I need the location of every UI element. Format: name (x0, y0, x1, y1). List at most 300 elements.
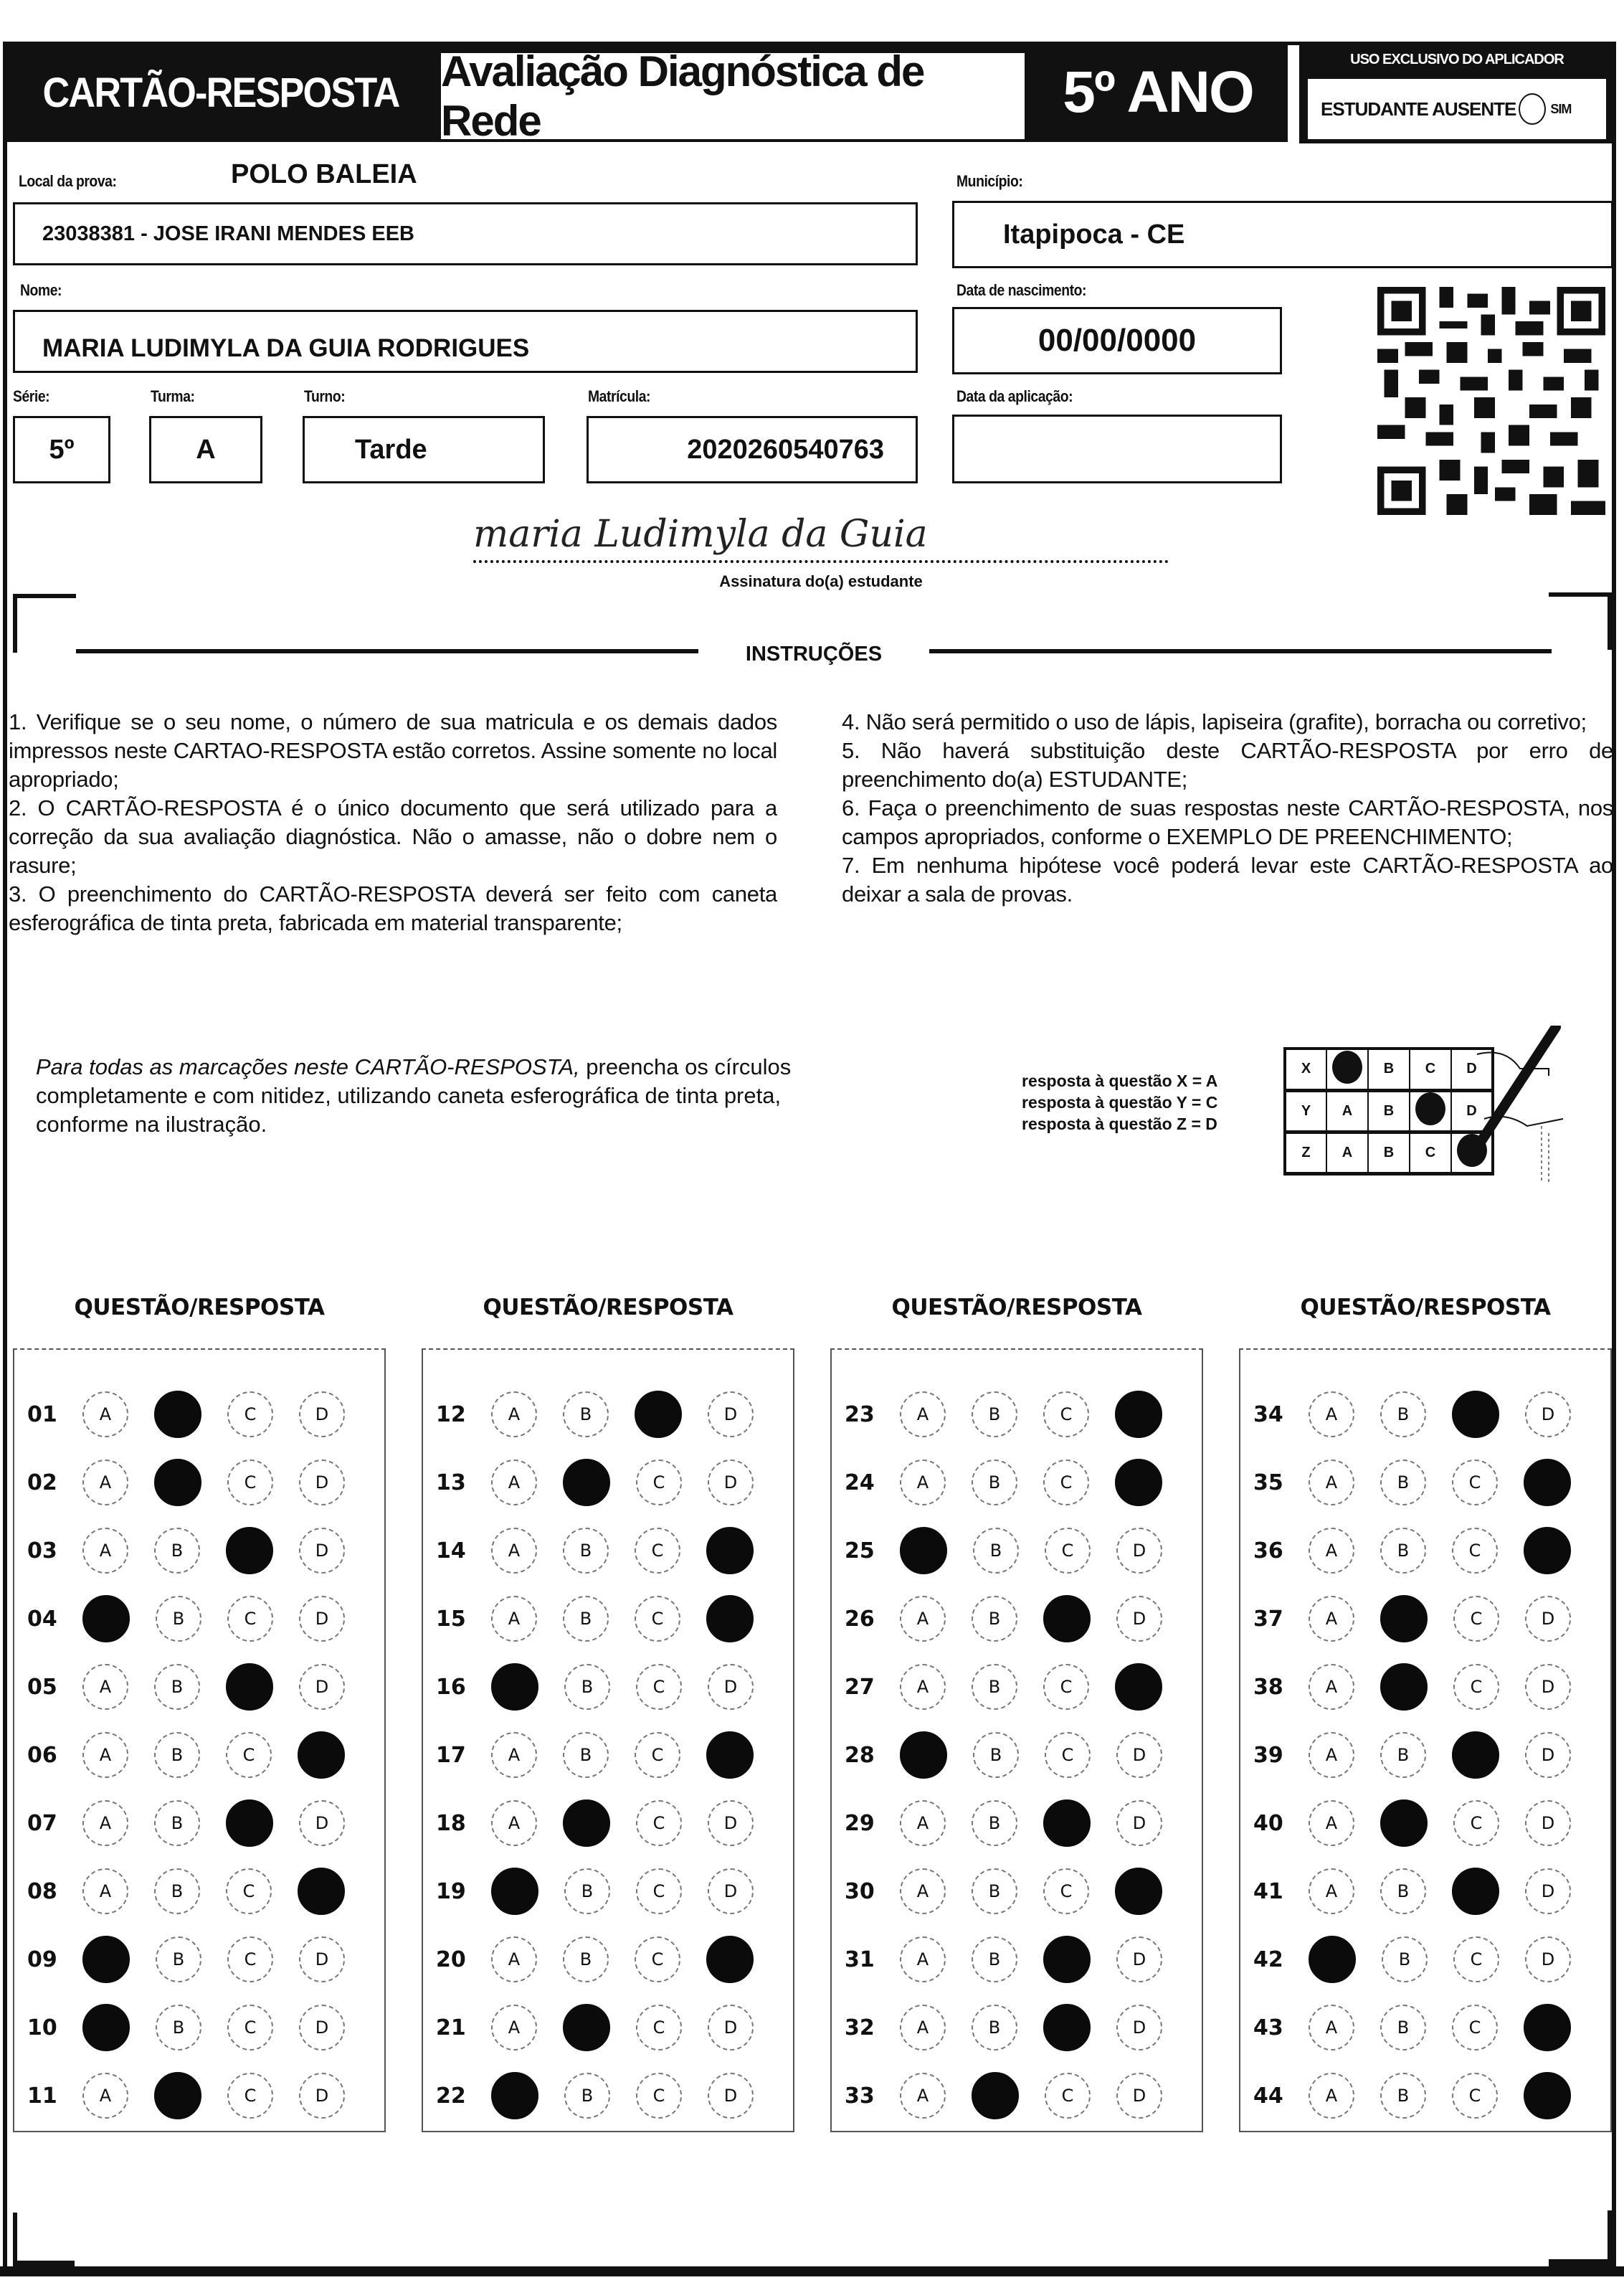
answer-bubble[interactable]: D (299, 2073, 345, 2119)
example-row-z (1285, 1132, 1493, 1173)
answer-bubble[interactable]: A (900, 1391, 946, 1437)
answer-bubble-filled[interactable] (1380, 1799, 1428, 1847)
question-row (423, 1794, 793, 1852)
matricula-label: Matrícula: (588, 387, 651, 405)
answer-bubble[interactable]: A (1309, 1800, 1354, 1846)
answer-bubble[interactable]: C (635, 1936, 680, 1982)
aplicacao-field[interactable] (952, 415, 1282, 483)
question-row (423, 1726, 793, 1784)
answer-bubble[interactable]: B (563, 1391, 609, 1437)
answer-bubble-filled[interactable] (972, 2072, 1019, 2119)
corner-mark-bottom-right-h (1549, 2259, 1610, 2268)
answer-bubble[interactable]: D (708, 1664, 754, 1710)
turno-value: Tarde (355, 434, 427, 465)
answer-bubble-filled[interactable] (154, 1391, 201, 1438)
answer-bubble-filled[interactable] (82, 2004, 130, 2051)
example-bubble-filled (1326, 1049, 1368, 1090)
answer-bubble[interactable]: A (82, 2073, 128, 2119)
answer-bubble[interactable]: B (972, 1664, 1017, 1710)
example-bubble: C (1410, 1049, 1451, 1090)
answer-bubble[interactable]: A (1309, 1868, 1354, 1914)
example-row-y (1285, 1090, 1493, 1132)
answer-bubble[interactable]: B (972, 1800, 1017, 1846)
answer-bubble-filled[interactable] (1043, 1799, 1091, 1847)
nascimento-value: 00/00/0000 (1037, 323, 1197, 358)
answer-bubble-filled[interactable] (1115, 1663, 1162, 1711)
question-row (1240, 1658, 1610, 1716)
answer-bubble[interactable]: B (154, 1800, 200, 1846)
answer-bubble[interactable]: A (491, 1528, 537, 1574)
question-number: 37 (1253, 1606, 1283, 1632)
answer-bubble-filled[interactable] (563, 2004, 610, 2051)
answer-bubble[interactable]: D (1116, 2005, 1162, 2050)
question-number: 34 (1253, 1401, 1283, 1427)
answer-bubble[interactable]: A (1309, 1732, 1354, 1778)
question-row (1240, 1794, 1610, 1852)
answer-bubble[interactable]: A (491, 1460, 537, 1505)
answer-bubble-filled[interactable] (226, 1663, 273, 1711)
answer-bubble[interactable]: D (1525, 1936, 1571, 1982)
answer-column-2 (422, 1348, 794, 2132)
answer-bubble[interactable]: B (973, 1732, 1019, 1778)
answer-bubble[interactable]: B (972, 1936, 1017, 1982)
question-row (832, 1726, 1202, 1784)
answer-bubble[interactable]: A (82, 1664, 128, 1710)
answer-bubble-filled[interactable] (491, 1663, 538, 1711)
question-row (1240, 1863, 1610, 1920)
question-row (14, 1931, 384, 1988)
answer-bubble[interactable]: C (636, 1460, 682, 1505)
answer-bubble-filled[interactable] (491, 2072, 538, 2119)
question-number: 21 (436, 2015, 466, 2040)
answer-bubble[interactable]: B (563, 1528, 609, 1574)
answer-bubble[interactable]: B (564, 1868, 610, 1914)
corner-mark-top-left-v (13, 594, 17, 653)
answer-bubble[interactable]: A (900, 1800, 946, 1846)
answer-bubble[interactable]: B (563, 1936, 609, 1982)
answer-bubble[interactable]: B (972, 1868, 1017, 1914)
question-number: 39 (1253, 1742, 1283, 1768)
answer-bubble[interactable]: A (1309, 2073, 1354, 2119)
answer-bubble[interactable]: D (299, 1391, 345, 1437)
answer-bubble-filled[interactable] (1043, 1936, 1091, 1983)
serie-field (13, 416, 110, 483)
question-row (832, 1999, 1202, 2056)
answer-bubble[interactable]: C (1045, 1528, 1091, 1574)
column-header: QUESTÃO/RESPOSTA (891, 1295, 1142, 1320)
answer-bubble-filled[interactable] (154, 1459, 201, 1506)
corner-mark-bottom-left-h (13, 2261, 75, 2268)
answer-bubble[interactable]: B (973, 1528, 1019, 1574)
example-q-label: X (1285, 1049, 1326, 1090)
answer-bubble[interactable]: A (491, 2005, 537, 2050)
answer-bubble[interactable]: D (299, 1936, 345, 1982)
local-field (13, 202, 918, 265)
answer-bubble[interactable]: B (154, 1664, 200, 1710)
answer-bubble[interactable]: A (82, 1868, 128, 1914)
answer-bubble[interactable]: D (708, 1800, 754, 1846)
question-number: 35 (1253, 1470, 1283, 1495)
nome-field (13, 310, 918, 373)
instructions-left (9, 708, 777, 937)
answer-bubble-filled[interactable] (706, 1936, 754, 1983)
answer-bubble[interactable]: D (708, 2005, 754, 2050)
answer-bubble[interactable]: A (491, 1391, 537, 1437)
answer-bubble[interactable]: A (1309, 1664, 1354, 1710)
question-number: 30 (845, 1878, 875, 1904)
turma-value: A (196, 434, 216, 465)
answer-bubble[interactable]: A (1309, 1596, 1354, 1642)
answer-bubble-filled[interactable] (1452, 1391, 1499, 1438)
answer-bubble[interactable]: C (636, 1664, 682, 1710)
answer-bubble[interactable]: C (1453, 1664, 1499, 1710)
question-row (423, 1386, 793, 1443)
answer-bubble[interactable]: A (900, 1460, 946, 1505)
answer-bubble[interactable]: B (563, 1732, 609, 1778)
answer-bubble[interactable]: B (972, 1596, 1017, 1642)
answer-bubble[interactable]: D (1525, 1800, 1571, 1846)
question-number: 33 (845, 2083, 875, 2109)
question-number: 41 (1253, 1878, 1283, 1904)
answer-bubble[interactable]: C (635, 1596, 680, 1642)
example-bubble: A (1326, 1090, 1368, 1132)
example-line-x: resposta à questão X = A (1022, 1072, 1218, 1090)
corner-mark-top-right-v (1608, 592, 1612, 650)
answer-bubble[interactable]: C (1452, 2005, 1498, 2050)
answer-bubble-filled[interactable] (1452, 1731, 1499, 1779)
answer-bubble[interactable]: A (491, 1596, 537, 1642)
answer-bubble[interactable]: A (491, 1732, 537, 1778)
question-row (14, 1522, 384, 1579)
answer-bubble[interactable]: C (1453, 1936, 1499, 1982)
answer-bubble-filled[interactable] (154, 2072, 201, 2119)
question-row (423, 1454, 793, 1511)
question-row (1240, 2067, 1610, 2124)
example-bubble-filled (1410, 1090, 1451, 1132)
example-legend (1022, 1070, 1217, 1135)
answer-bubble[interactable]: A (900, 1936, 946, 1982)
question-number: 28 (845, 1742, 875, 1768)
answer-bubble[interactable]: D (299, 2005, 345, 2050)
answer-bubble[interactable]: C (635, 1732, 680, 1778)
question-row (423, 1931, 793, 1988)
answer-bubble[interactable]: D (708, 1460, 754, 1505)
answer-bubble[interactable]: D (1116, 1800, 1162, 1846)
answer-bubble[interactable]: C (1452, 2073, 1498, 2119)
student-signature: maria Ludimyla da Guia (473, 513, 928, 556)
answer-bubble[interactable]: D (1116, 1596, 1162, 1642)
answer-bubble[interactable]: B (154, 1732, 200, 1778)
question-number: 12 (436, 1401, 466, 1427)
answer-bubble[interactable]: C (226, 1868, 272, 1914)
answer-bubble[interactable]: D (299, 1800, 345, 1846)
answer-bubble-filled[interactable] (706, 1527, 754, 1574)
answer-bubble[interactable]: A (82, 1460, 128, 1505)
answer-bubble[interactable]: D (1116, 1732, 1162, 1778)
question-number: 07 (27, 1810, 57, 1836)
question-number: 36 (1253, 1538, 1283, 1564)
signature-label: Assinatura do(a) estudante (719, 572, 923, 590)
matricula-field (587, 416, 918, 483)
answer-bubble[interactable]: C (227, 1596, 273, 1642)
question-row (423, 1522, 793, 1579)
question-number: 10 (27, 2015, 57, 2040)
answer-bubble[interactable]: C (1043, 1664, 1089, 1710)
answer-bubble[interactable]: B (563, 1596, 609, 1642)
answer-bubble[interactable]: D (1116, 2073, 1162, 2119)
answer-bubble[interactable]: D (299, 1460, 345, 1505)
answer-bubble[interactable]: B (1380, 2005, 1426, 2050)
answer-bubble-filled[interactable] (563, 1459, 610, 1506)
answer-bubble[interactable]: C (1043, 1460, 1089, 1505)
question-number: 01 (27, 1401, 57, 1427)
answer-bubble[interactable]: D (1116, 1936, 1162, 1982)
nome-value: MARIA LUDIMYLA DA GUIA RODRIGUES (42, 334, 530, 362)
question-number: 17 (436, 1742, 466, 1768)
answer-bubble[interactable]: C (636, 2005, 682, 2050)
answer-bubble[interactable]: C (227, 1460, 273, 1505)
qr-code-icon (1377, 287, 1606, 515)
question-number: 20 (436, 1946, 466, 1972)
question-number: 09 (27, 1946, 57, 1972)
answer-bubble[interactable]: A (900, 2005, 946, 2050)
question-row (14, 1794, 384, 1852)
answer-bubble[interactable]: C (1452, 1460, 1498, 1505)
question-number: 27 (845, 1674, 875, 1700)
grade-badge: 5º ANO (1063, 60, 1253, 125)
answer-bubble[interactable]: C (227, 1391, 273, 1437)
answer-bubble[interactable]: A (900, 1868, 946, 1914)
answer-bubble[interactable]: D (708, 1868, 754, 1914)
question-number: 40 (1253, 1810, 1283, 1836)
answer-bubble-filled[interactable] (1309, 1936, 1356, 1983)
card-title: CARTÃO-RESPOSTA (42, 69, 399, 116)
question-number: 15 (436, 1606, 466, 1632)
instruction-5: 5. Não haverá substituição deste CARTÃO-RESPOSTA por erro de preenchimento do(a) ESTUDANTE; (842, 738, 1613, 792)
example-line-y: resposta à questão Y = C (1022, 1093, 1218, 1112)
example-q-label: Z (1285, 1132, 1326, 1173)
answer-bubble[interactable]: C (636, 2073, 682, 2119)
answer-bubble-filled[interactable] (226, 1527, 273, 1574)
answer-bubble-filled[interactable] (82, 1936, 130, 1983)
answer-bubble-filled[interactable] (1380, 1595, 1428, 1642)
answer-bubble[interactable]: B (1380, 2073, 1426, 2119)
local-value: 23038381 - JOSE IRANI MENDES EEB (42, 222, 414, 245)
answer-column-4 (1239, 1348, 1612, 2132)
answer-bubble[interactable]: C (227, 1936, 273, 1982)
local-label: Local da prova: (19, 172, 117, 190)
question-row (1240, 1590, 1610, 1647)
answer-bubble[interactable]: C (636, 1868, 682, 1914)
assessment-title: Avaliação Diagnóstica de Rede (440, 52, 1026, 141)
fill-instruction-italic: Para todas as marcações neste CARTÃO-RESPOSTA, (36, 1054, 580, 1079)
answer-column-3 (830, 1348, 1203, 2132)
answer-bubble[interactable]: A (900, 1664, 946, 1710)
answer-bubble[interactable]: C (1453, 1800, 1499, 1846)
question-number: 32 (845, 2015, 875, 2040)
answer-bubble[interactable]: C (226, 1732, 272, 1778)
answer-bubble[interactable]: B (1380, 1460, 1426, 1505)
answer-bubble[interactable]: B (154, 1528, 200, 1574)
answer-bubble-filled[interactable] (298, 1868, 345, 1915)
answer-bubble-filled[interactable] (1115, 1868, 1162, 1915)
answer-bubble[interactable]: D (299, 1596, 345, 1642)
answer-bubble[interactable]: B (564, 1664, 610, 1710)
question-row (423, 2067, 793, 2124)
answer-bubble[interactable]: C (227, 2073, 273, 2119)
question-row (832, 1590, 1202, 1647)
answer-bubble-filled[interactable] (900, 1527, 947, 1574)
serie-value: 5º (49, 434, 75, 465)
answer-bubble[interactable]: B (156, 1596, 201, 1642)
answer-bubble[interactable]: D (1525, 1868, 1571, 1914)
answer-bubble[interactable]: C (635, 1528, 680, 1574)
answer-bubble[interactable]: A (1309, 1528, 1354, 1574)
answer-bubble[interactable]: B (972, 1460, 1017, 1505)
answer-bubble-filled[interactable] (1115, 1459, 1162, 1506)
answer-bubble[interactable]: D (299, 1664, 345, 1710)
answer-bubble[interactable]: B (972, 2005, 1017, 2050)
applicator-title: USO EXCLUSIVO DO APLICADOR (1350, 52, 1564, 67)
municipio-label: Município: (956, 172, 1023, 190)
answer-bubble[interactable]: D (1116, 1528, 1162, 1574)
question-number: 02 (27, 1470, 57, 1495)
answer-bubble[interactable]: C (1045, 2073, 1091, 2119)
question-number: 06 (27, 1742, 57, 1768)
question-row (832, 1794, 1202, 1852)
example-row-x (1285, 1049, 1493, 1090)
answer-bubble-filled[interactable] (226, 1799, 273, 1847)
question-row (832, 1931, 1202, 1988)
answer-bubble[interactable]: D (1525, 1664, 1571, 1710)
answer-bubble[interactable]: C (1452, 1528, 1498, 1574)
turma-label: Turma: (151, 387, 195, 405)
answer-bubble-filled[interactable] (1524, 2072, 1571, 2119)
answer-bubble-filled[interactable] (1043, 2004, 1091, 2051)
question-row (423, 1863, 793, 1920)
example-bubble: C (1410, 1132, 1451, 1173)
answer-bubble[interactable]: D (708, 2073, 754, 2119)
question-number: 13 (436, 1470, 466, 1495)
example-bubble: B (1368, 1090, 1410, 1132)
answer-bubble[interactable]: B (156, 2005, 201, 2050)
answer-bubble-filled[interactable] (298, 1731, 345, 1779)
answer-bubble[interactable]: A (1309, 1460, 1354, 1505)
answer-bubble[interactable]: C (227, 2005, 273, 2050)
turno-field (303, 416, 545, 483)
instruction-1: 1. Verifique se o seu nome, o número de sua matricula e os demais dados impressos neste CARTAO-RESPOSTA estão corretos. Assine somente no local apropriado; (9, 709, 777, 792)
nome-label: Nome: (20, 281, 62, 299)
answer-bubble[interactable]: D (299, 1528, 345, 1574)
turno-label: Turno: (304, 387, 346, 405)
answer-bubble-filled[interactable] (563, 1799, 610, 1847)
answer-bubble[interactable]: A (1309, 1391, 1354, 1437)
answer-bubble-filled[interactable] (491, 1868, 538, 1915)
question-number: 43 (1253, 2015, 1283, 2040)
answer-bubble[interactable]: B (972, 1391, 1017, 1437)
answer-bubble[interactable]: B (1380, 1391, 1426, 1437)
question-number: 11 (27, 2083, 57, 2109)
answer-bubble-filled[interactable] (1524, 1527, 1571, 1574)
municipio-value: Itapipoca - CE (1003, 219, 1185, 250)
serie-label: Série: (13, 387, 50, 405)
answer-bubble[interactable]: C (1043, 1868, 1089, 1914)
answer-bubble[interactable]: A (900, 2073, 946, 2119)
example-q-label: Y (1285, 1090, 1326, 1132)
answer-bubble-filled[interactable] (1524, 1459, 1571, 1506)
question-number: 05 (27, 1674, 57, 1700)
answer-bubble-filled[interactable] (900, 1731, 947, 1779)
answer-bubble[interactable]: C (1453, 1596, 1499, 1642)
answer-bubble[interactable]: D (1525, 1391, 1571, 1437)
absent-student-box (1306, 77, 1608, 141)
instructions-rule-right (929, 649, 1552, 653)
answer-bubble-filled[interactable] (82, 1595, 130, 1642)
question-number: 03 (27, 1538, 57, 1564)
answer-bubble[interactable]: B (154, 1868, 200, 1914)
answer-bubble[interactable]: B (564, 2073, 610, 2119)
instruction-4: 4. Não será permitido o uso de lápis, lapiseira (grafite), borracha ou corretivo; (842, 709, 1587, 734)
answer-bubble[interactable]: A (491, 1936, 537, 1982)
answer-bubble[interactable]: B (1380, 1732, 1426, 1778)
answer-bubble[interactable]: A (82, 1732, 128, 1778)
answer-bubble[interactable]: B (1380, 1528, 1426, 1574)
question-row (423, 1999, 793, 2056)
answer-bubble[interactable]: C (1045, 1732, 1091, 1778)
sheet-bottom-bar (0, 2266, 1624, 2276)
answer-bubble-filled[interactable] (706, 1595, 754, 1642)
answer-bubble[interactable]: D (708, 1391, 754, 1437)
corner-mark-top-left (13, 594, 76, 598)
answer-bubble[interactable]: A (82, 1800, 128, 1846)
answer-bubble-filled[interactable] (1043, 1595, 1091, 1642)
answer-bubble-filled[interactable] (1380, 1663, 1428, 1711)
answer-bubble[interactable]: A (491, 1800, 537, 1846)
question-row (832, 1863, 1202, 1920)
answer-bubble[interactable]: D (1525, 1732, 1571, 1778)
example-bubble: B (1368, 1049, 1410, 1090)
example-bubble: A (1326, 1132, 1368, 1173)
answer-bubble[interactable]: D (1525, 1596, 1571, 1642)
answer-bubble[interactable]: A (1309, 2005, 1354, 2050)
question-number: 16 (436, 1674, 466, 1700)
answer-bubble[interactable]: A (900, 1596, 946, 1642)
answer-bubble[interactable]: B (1380, 1868, 1426, 1914)
answer-bubble-filled[interactable] (635, 1391, 682, 1438)
signature-line (473, 560, 1169, 563)
answer-bubble[interactable]: B (1382, 1936, 1428, 1982)
answer-bubble[interactable]: C (1043, 1391, 1089, 1437)
answer-bubble[interactable]: B (156, 1936, 201, 1982)
answer-bubble[interactable]: A (82, 1391, 128, 1437)
question-row (1240, 1931, 1610, 1988)
answer-bubble-filled[interactable] (1452, 1868, 1499, 1915)
answer-bubble[interactable]: C (636, 1800, 682, 1846)
question-row (832, 1522, 1202, 1579)
answer-bubble-filled[interactable] (706, 1731, 754, 1779)
question-number: 44 (1253, 2083, 1283, 2109)
absent-yes-label: SIM (1550, 101, 1572, 116)
instructions-right (842, 708, 1613, 909)
instructions-title: INSTRUÇÕES (745, 643, 883, 666)
answer-bubble-filled[interactable] (1524, 2004, 1571, 2051)
absent-bubble[interactable] (1519, 93, 1546, 125)
question-row (832, 2067, 1202, 2124)
question-row (14, 1999, 384, 2056)
answer-bubble[interactable]: A (82, 1528, 128, 1574)
answer-bubble-filled[interactable] (1115, 1391, 1162, 1438)
column-header: QUESTÃO/RESPOSTA (1300, 1295, 1551, 1320)
